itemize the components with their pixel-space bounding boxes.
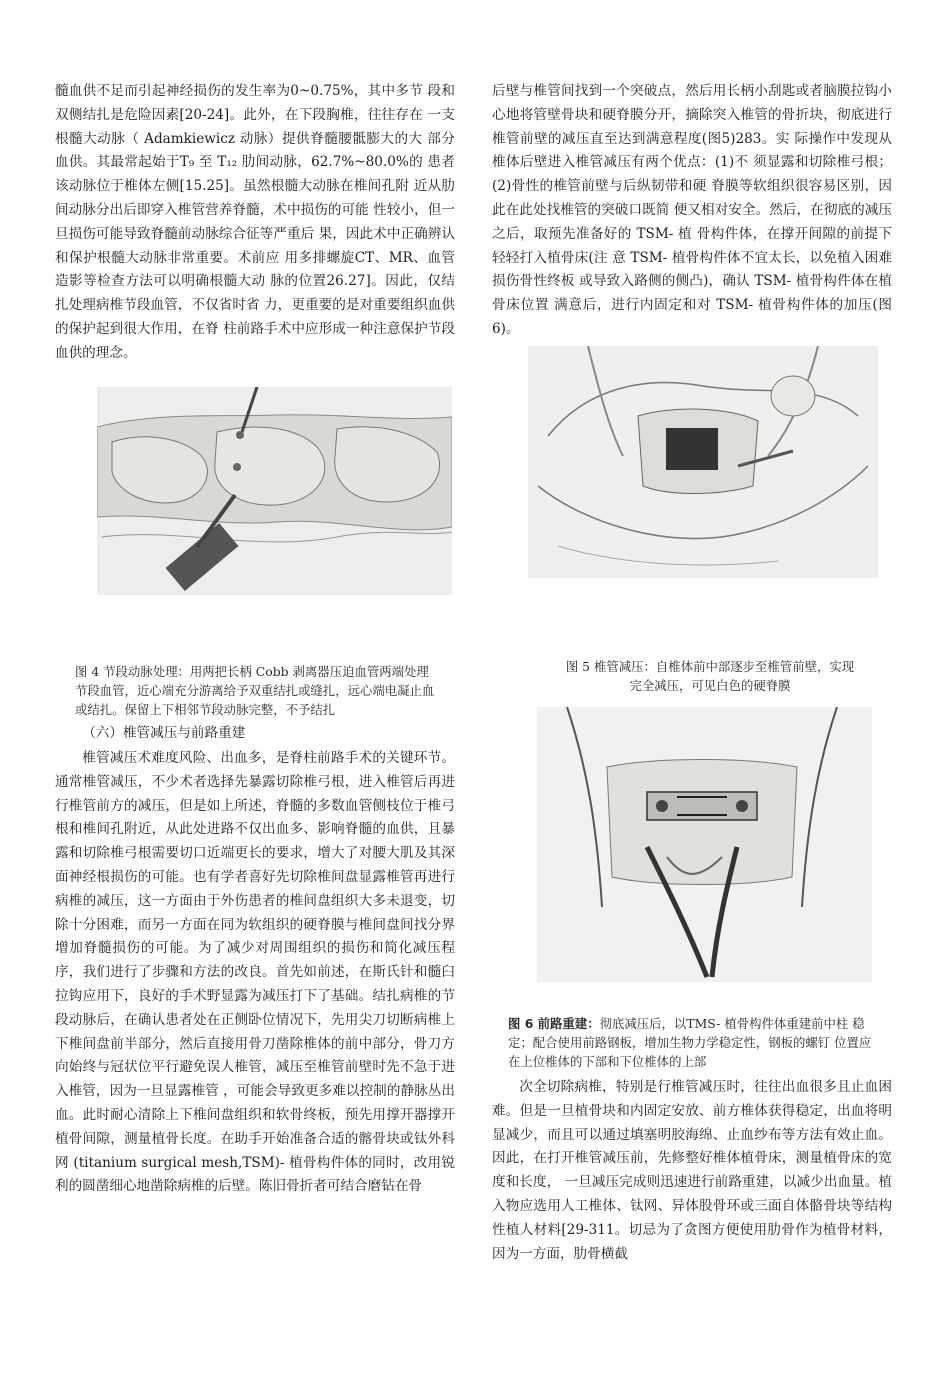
figure-5-caption <box>560 657 860 695</box>
section-heading <box>55 722 455 746</box>
figure-5-illustration <box>528 346 878 578</box>
right-top-text-block <box>492 80 892 342</box>
caption-label: 图 6 前路重建： <box>508 1016 600 1031</box>
paragraph: 后壁与椎管间找到一个突破点，然后用长柄小刮匙或者脑膜拉钩小心地将管壁骨块和硬脊膜分开，摘除突入椎管的骨折块，彻底进行椎管前壁的减压直至达到满意程度(图5)283。实 际操作中发现从椎体后壁进入椎管减压有两个优点：(1)不 须显露和切除椎弓根；(2)骨性的椎管前壁与后纵韧带和硬 脊膜等软组织很容易区别，因此在此处找椎管的突破口既简 便又相对安全。然后，在彻底的减压之后，取预先准备好的 TSM- 植 骨构件体，在撑开间隙的前提下轻轻打入植骨床(注 意 TSM- 植骨构件体不宜太长，以免植入困难损伤骨性终板 或导致入路侧的侧凸)，确认 TSM- 植骨构件体在植骨床位置 满意后，进行内固定和对 TSM- 植骨构件体的加压(图 6)。 <box>492 83 892 337</box>
paragraph: 次全切除病椎，特别是行椎管减压时，往往出血很多且止血困难。但是一旦植骨块和内固定安放、前方椎体获得稳定，出血将明显减少，而且可以通过填塞明胶海绵、止血纱布等方法有效止血。因此，在打开椎管减压前，先修整好椎体植骨床，测量植骨床的宽度和长度， 一旦减压完成则迅速进行前路重建，以减少出血量。植入物应选用人工椎体、钛网、异体股骨环或三面自体骼骨块等结构性植人材料[29-311。切忌为了贪图方便使用肋骨作为植骨材料，因为一方面，肋骨横截 <box>492 1079 892 1262</box>
figure-6-caption <box>508 1014 878 1071</box>
caption-text: 图 5 椎管减压：自椎体前中部逐步至椎管前壁，实现完全减压，可见白色的硬脊膜 <box>565 659 855 693</box>
left-bottom-text-block <box>55 747 455 1199</box>
right-bottom-text-block <box>492 1076 892 1266</box>
figure-4-illustration <box>97 387 452 595</box>
paragraph: 髓血供不足而引起神经损伤的发生率为0~0.75%，其中多节 段和双侧结扎是危险因素[20-24]。此外，在下段胸椎，往往存在 一支根髓大动脉（ Adamkiewicz 动脉）提供脊髓腰骶膨大的大 部分血供。其最常起始于T₉ 至 T₁₂ 肋间动脉，62.7%~80.0%的 患者该动脉位于椎体左侧[15.25]。虽然根髓大动脉在椎间孔附 近从肋间动脉分出后即穿入椎管营养脊髓，术中损伤的可能 性较小，但一旦损伤可能导致脊髓前动脉综合征等严重后 果，因此术中正确辨认和保护根髓大动脉非常重要。术前应 用多排螺旋CT、MR、血管造影等检查方法可以明确根髓大动 脉的位置26.27]。因此，仅结扎处理病椎节段血管，不仅省时省 力，更重要的是对重要组织血供的保护起到很大作用，在脊 柱前路手术中应形成一种注意保护节段血供的理念。 <box>55 83 455 361</box>
caption-text: 图 4 节段动脉处理：用两把长柄 Cobb 剥离器压迫血管两端处理节段血管，近心端充分游离给予双重结扎或缝扎，远心端电凝止血或结扎。保留上下相邻节段动脉完整，不予结扎 <box>75 664 435 717</box>
figure-4-caption <box>75 662 435 719</box>
caption-text: 彻底减压后，以TMS- 植骨构件体重建前中柱 稳 定；配合使用前路钢板，增加生物力学稳定性，钢板的螺钉 位置应在上位椎体的下部和下位椎体的上部 <box>508 1016 872 1069</box>
paragraph: 椎管减压术难度风险、出血多，是脊柱前路手术的关键环节。通常椎管减压，不少术者选择先暴露切除椎弓根，进入椎管后再进行椎管前方的减压，但是如上所述，脊髓的多数血管侧枝位于椎弓根和椎间孔附近，从此处进路不仅出血多、影响脊髓的血供，且暴露和切除椎弓根需要切口近端更长的要求，增大了对腰大肌及其深面神经根损伤的可能。也有学者喜好先切除椎间盘显露椎管再进行病椎的减压，这一方面由于外伤患者的椎间盘组织大多未退变，切除十分困难，而另一方面在同为软组织的硬脊膜与椎间盘间找分界增加脊髓损伤的可能。为了减少对周围组织的损伤和简化减压程序，我们进行了步骤和方法的改良。首先如前述，在斯氏针和髓臼拉钩应用下，良好的手术野显露为减压打下了基础。结扎病椎的节段动脉后，在确认患者处在正侧卧位情况下，先用尖刀切断病椎上下椎间盘前半部分，然后直接用骨刀凿除椎体的前中部分，骨刀方向始终与冠状位平行避免误人椎管，减压至椎管前壁时先不急于进入椎管，因为一旦显露椎管 ，可能会导致更多难以控制的静脉丛出血。此时耐心清除上下椎间盘组织和软骨终板，预先用撑开器撑开植骨间隙，测量植骨长度。在助手开始准备合适的髂骨块或钛外科网 (titanium surgical mesh,TSM)- 植骨构件体的同时，改用锐利的圆凿细心地凿除病椎的后壁。陈旧骨折者可结合磨钻在骨 <box>55 750 455 1195</box>
left-top-text-block <box>55 80 455 366</box>
figure-6-illustration <box>537 707 872 982</box>
heading-text: （六）椎管减压与前路重建 <box>82 725 246 741</box>
